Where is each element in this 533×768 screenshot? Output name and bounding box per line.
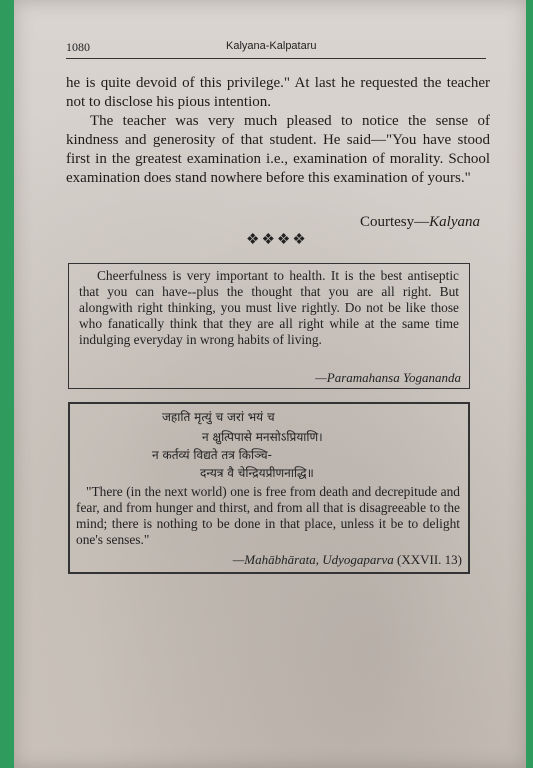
courtesy-prefix: Courtesy—	[359, 214, 430, 230]
verse-source	[233, 552, 462, 568]
verse-source-title: —Mahābhārata, Udyogaparva	[232, 552, 394, 567]
courtesy-source: Kalyana	[429, 214, 480, 230]
verse-source-ref: (XXVII. 13)	[397, 552, 462, 567]
ornament-divider: ❖❖❖❖	[246, 232, 308, 248]
body-text	[66, 74, 490, 188]
running-title: Kalyana-Kalpataru	[226, 40, 317, 52]
quote-attribution: —Paramahansa Yogananda	[315, 370, 461, 385]
page-number: 1080	[66, 40, 90, 54]
verse-translation: "There (in the next world) one is free from death and decrepitude and fear, and from hunger and thirst, and from all that is disagreeable to the mind; there is nothing to be done in that place, unless it be to delight one's senses."	[76, 484, 460, 547]
verse-box	[68, 402, 470, 574]
paragraph: he is quite devoid of this privilege." At last he requested the teacher not to disclose his pious intention.	[66, 75, 490, 110]
book-page	[14, 0, 526, 768]
page-header	[66, 38, 486, 59]
sanskrit-line: न क्षुत्पिपासे मनसोऽप्रियाणि।	[202, 430, 323, 444]
paragraph: The teacher was very much pleased to notice the sense of kindness and generosity of that student. He said—"You have stood first in the greatest examination i.e., examination of morality. School examination does stand nowhere before this examination of yours."	[66, 113, 490, 186]
quote-text: Cheerfulness is very important to health. It is the best antiseptic that you can have--plus the thought that you are all right. But alongwith right thinking, you must live rightly. Do not be like those who fanatically think that they are all right while at the same time indulging everyday in wrong habits of living.	[79, 268, 459, 347]
courtesy-line	[360, 214, 480, 231]
sanskrit-line: जहाति मृत्युं च जरां भयं च	[162, 410, 275, 424]
sanskrit-line: दन्यत्र वै चेन्द्रियप्रीणनाद्धि॥	[200, 466, 314, 480]
sanskrit-line: न कर्तव्यं विद्यते तत्र किञ्चि-	[152, 448, 272, 462]
quote-box	[68, 263, 470, 389]
